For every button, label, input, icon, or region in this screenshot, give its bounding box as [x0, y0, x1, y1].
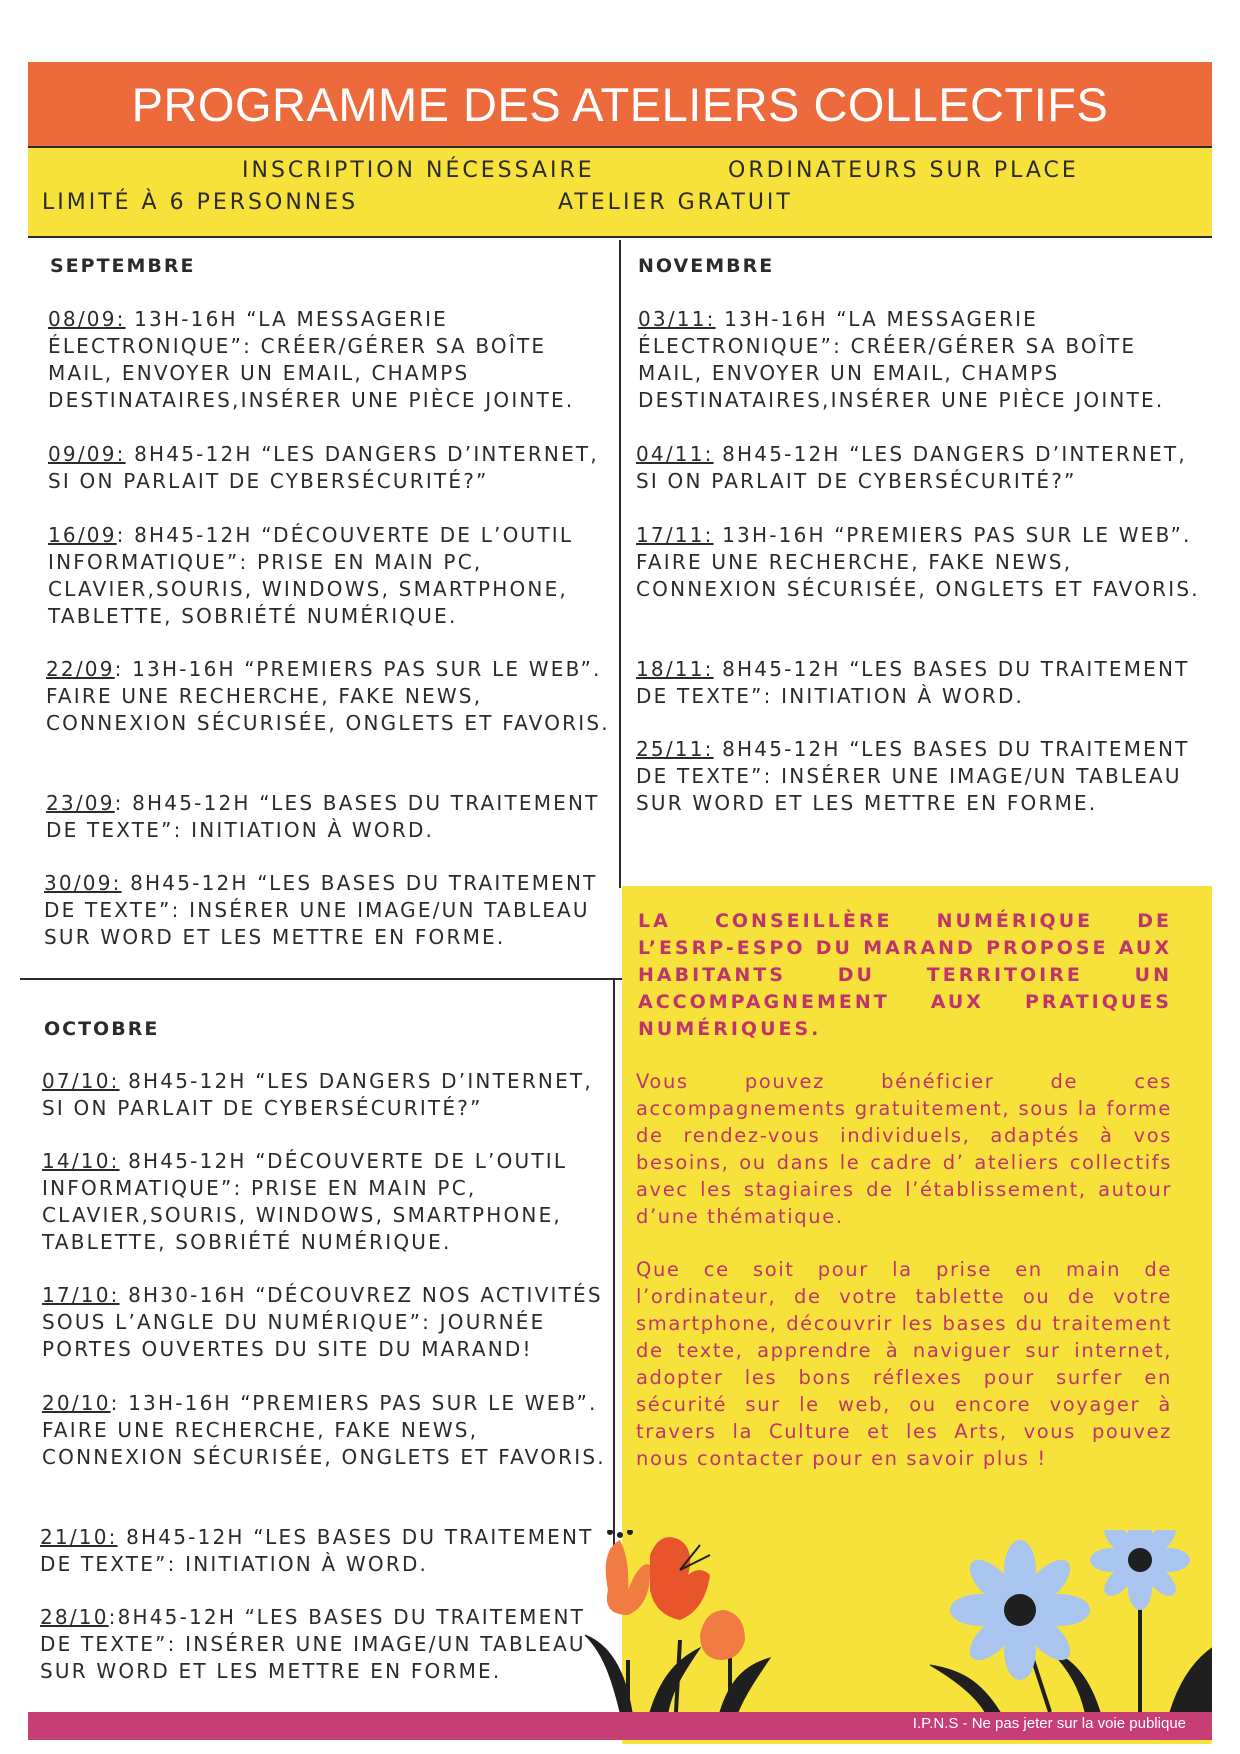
entry-date: 08/09:: [48, 307, 126, 331]
entry-date: 17/11:: [636, 523, 714, 547]
entry-octobre-0: [42, 1068, 612, 1122]
tulip-petals: [650, 1537, 710, 1620]
entry-date: 22/09: [46, 657, 115, 681]
conseillere-paragraph-1: Vous pouvez bénéficier de ces accompagnements gratuitement, sous la forme de rendez-vous individuels, adaptés à vos besoins, ou dans le cadre d’ ateliers collectifs avec les stagiaires de l’établissement, autour d’une thématique.: [636, 1070, 1172, 1228]
entry-text: : 13H-16H “PREMIERS PAS SUR LE WEB”. FAIRE UNE RECHERCHE, FAKE NEWS, CONNEXION SÉCURISÉE, ONGLETS ET FAVORIS.: [46, 657, 610, 735]
entry-novembre-1: [636, 441, 1206, 495]
entry-text: 8H45-12H “LES BASES DU TRAITEMENT DE TEXTE”: INSÉRER UNE IMAGE/UN TABLEAU SUR WORD ET LES METTRE EN FORME.: [636, 737, 1190, 815]
entry-text: 8H45-12H “LES DANGERS D’INTERNET, SI ON PARLAIT DE CYBERSÉCURITÉ?”: [48, 442, 599, 493]
entry-novembre-0: [638, 306, 1206, 414]
entry-septembre-3: [46, 656, 620, 737]
entry-septembre-0: [48, 306, 620, 414]
entry-novembre-4: [636, 736, 1206, 817]
entry-date: 03/11:: [638, 307, 716, 331]
conseillere-paragraph-2: Que ce soit pour la prise en main de l’ordinateur, de votre tablette ou de votre smartphone, découvrir les bases du traitement de texte, apprendre à naviguer sur internet, adopter les bons réflexes pour surfer en sécurité sur le web, ou encore voyager à travers la Culture et les Arts, vous pouvez nous contacter pour en savoir plus !: [636, 1258, 1172, 1470]
leaf-shape: [585, 1635, 632, 1712]
entry-date: 20/10: [42, 1391, 111, 1415]
footer-bar: [28, 1712, 1212, 1740]
entry-octobre-3: [42, 1390, 612, 1471]
entry-text: 8H45-12H “LES BASES DU TRAITEMENT DE TEXTE”: INITIATION À WORD.: [40, 1525, 594, 1576]
title-banner: [28, 62, 1212, 146]
entry-text: 8H45-12H “LES BASES DU TRAITEMENT DE TEXTE”: INITIATION À WORD.: [636, 657, 1190, 708]
entry-text: : 8H45-12H “LES BASES DU TRAITEMENT DE TEXTE”: INITIATION À WORD.: [46, 791, 600, 842]
entry-novembre-2: [636, 522, 1206, 603]
entry-date: 23/09: [46, 791, 115, 815]
entry-date: 16/09: [48, 523, 117, 547]
entry-octobre-5: [40, 1604, 610, 1685]
entry-text: 8H30-16H “DÉCOUVREZ NOS ACTIVITÉS SOUS L’ANGLE DU NUMÉRIQUE”: JOURNÉE PORTES OUVERTES DU SITE DU MARAND!: [42, 1283, 603, 1361]
entry-date: 21/10:: [40, 1525, 118, 1549]
daisy-small: [1090, 1530, 1190, 1610]
info-gratuit: ATELIER GRATUIT: [558, 190, 793, 215]
info-ordinateurs: ORDINATEURS SUR PLACE: [728, 158, 1079, 183]
entry-date: 14/10:: [42, 1149, 120, 1173]
daisy-flowers: [950, 1530, 1190, 1680]
leaf-shape: [930, 1665, 1000, 1712]
entry-date: 28/10: [40, 1605, 109, 1629]
entry-septembre-4: [46, 790, 620, 844]
leaf-shape: [720, 1658, 770, 1712]
info-inscription: INSCRIPTION NÉCESSAIRE: [242, 158, 595, 183]
stamen-dot: [607, 1530, 613, 1535]
stamen-dot: [617, 1532, 623, 1538]
entry-text: : 13H-16H “PREMIERS PAS SUR LE WEB”. FAIRE UNE RECHERCHE, FAKE NEWS, CONNEXION SÉCURISÉE, ONGLETS ET FAVORIS.: [42, 1391, 606, 1469]
entry-septembre-1: [48, 441, 620, 495]
tulip-petals: [700, 1610, 745, 1660]
entry-novembre-3: [636, 656, 1206, 710]
entry-text: 8H45-12H “LES BASES DU TRAITEMENT DE TEXTE”: INSÉRER UNE IMAGE/UN TABLEAU SUR WORD ET LES METTRE EN FORME.: [44, 871, 598, 949]
entry-date: 17/10:: [42, 1283, 120, 1307]
entry-text: 8H45-12H “LES DANGERS D’INTERNET, SI ON PARLAIT DE CYBERSÉCURITÉ?”: [636, 442, 1187, 493]
flowers-illustration: [580, 1530, 1212, 1712]
month-septembre: SEPTEMBRE: [50, 255, 196, 277]
column-divider-bottom: [613, 978, 615, 1546]
entry-octobre-1: [42, 1148, 612, 1256]
entry-octobre-4: [40, 1524, 610, 1578]
tulip-petals: [606, 1540, 650, 1615]
daisy-large: [950, 1540, 1090, 1680]
entry-septembre-5: [44, 870, 620, 951]
entry-date: 09/09:: [48, 442, 126, 466]
entry-date: 25/11:: [636, 737, 714, 761]
entry-date: 07/10:: [42, 1069, 120, 1093]
entry-septembre-2: [48, 522, 620, 630]
entry-octobre-2: [42, 1282, 612, 1363]
page-title: PROGRAMME DES ATELIERS COLLECTIFS: [131, 77, 1109, 131]
entry-date: 30/09:: [44, 871, 122, 895]
stamen-dot: [627, 1530, 633, 1535]
info-bar: [28, 146, 1212, 238]
conseillere-heading: LA CONSEILLÈRE NUMÉRIQUE DE L’ESRP-ESPO DU MARAND PROPOSE AUX HABITANTS DU TERRITOIRE UN ACCOMPAGNEMENT AUX PRATIQUES NUMÉRIQUES.: [638, 910, 1172, 1040]
entry-text: :8H45-12H “LES BASES DU TRAITEMENT DE TEXTE”: INSÉRER UNE IMAGE/UN TABLEAU SUR WORD ET LES METTRE EN FORME.: [40, 1605, 586, 1683]
month-octobre: OCTOBRE: [44, 1018, 160, 1040]
entry-text: 13H-16H “LA MESSAGERIE ÉLECTRONIQUE”: CRÉER/GÉRER SA BOÎTE MAIL, ENVOYER UN EMAIL, CHAMPS DESTINATAIRES,INSÉRER UNE PIÈCE JOINTE.: [48, 307, 575, 412]
stem-line: [676, 1640, 680, 1712]
footer-text: I.P.N.S - Ne pas jeter sur la voie publique: [912, 1715, 1186, 1732]
entry-text: 8H45-12H “LES DANGERS D’INTERNET, SI ON PARLAIT DE CYBERSÉCURITÉ?”: [42, 1069, 593, 1120]
month-novembre: NOVEMBRE: [638, 255, 775, 277]
entry-text: : 8H45-12H “DÉCOUVERTE DE L’OUTIL INFORMATIQUE”: PRISE EN MAIN PC, CLAVIER,SOURIS, WINDOWS, SMARTPHONE, TABLETTE, SOBRIÉTÉ NUMÉRIQUE.: [48, 523, 574, 628]
info-limite: LIMITÉ À 6 PERSONNES: [42, 190, 359, 215]
entry-text: 13H-16H “PREMIERS PAS SUR LE WEB”. FAIRE UNE RECHERCHE, FAKE NEWS, CONNEXION SÉCURISÉE, ONGLETS ET FAVORIS.: [636, 523, 1200, 601]
entry-text: 13H-16H “LA MESSAGERIE ÉLECTRONIQUE”: CRÉER/GÉRER SA BOÎTE MAIL, ENVOYER UN EMAIL, CHAMPS DESTINATAIRES,INSÉRER UNE PIÈCE JOINTE.: [638, 307, 1165, 412]
entry-date: 18/11:: [636, 657, 714, 681]
section-divider: [20, 978, 622, 980]
tulip-flowers: [606, 1530, 745, 1660]
entry-date: 04/11:: [636, 442, 714, 466]
entry-text: 8H45-12H “DÉCOUVERTE DE L’OUTIL INFORMATIQUE”: PRISE EN MAIN PC, CLAVIER,SOURIS, WINDOWS, SMARTPHONE, TABLETTE, SOBRIÉTÉ NUMÉRIQUE.: [42, 1149, 568, 1254]
leaf-shape: [1170, 1648, 1212, 1712]
